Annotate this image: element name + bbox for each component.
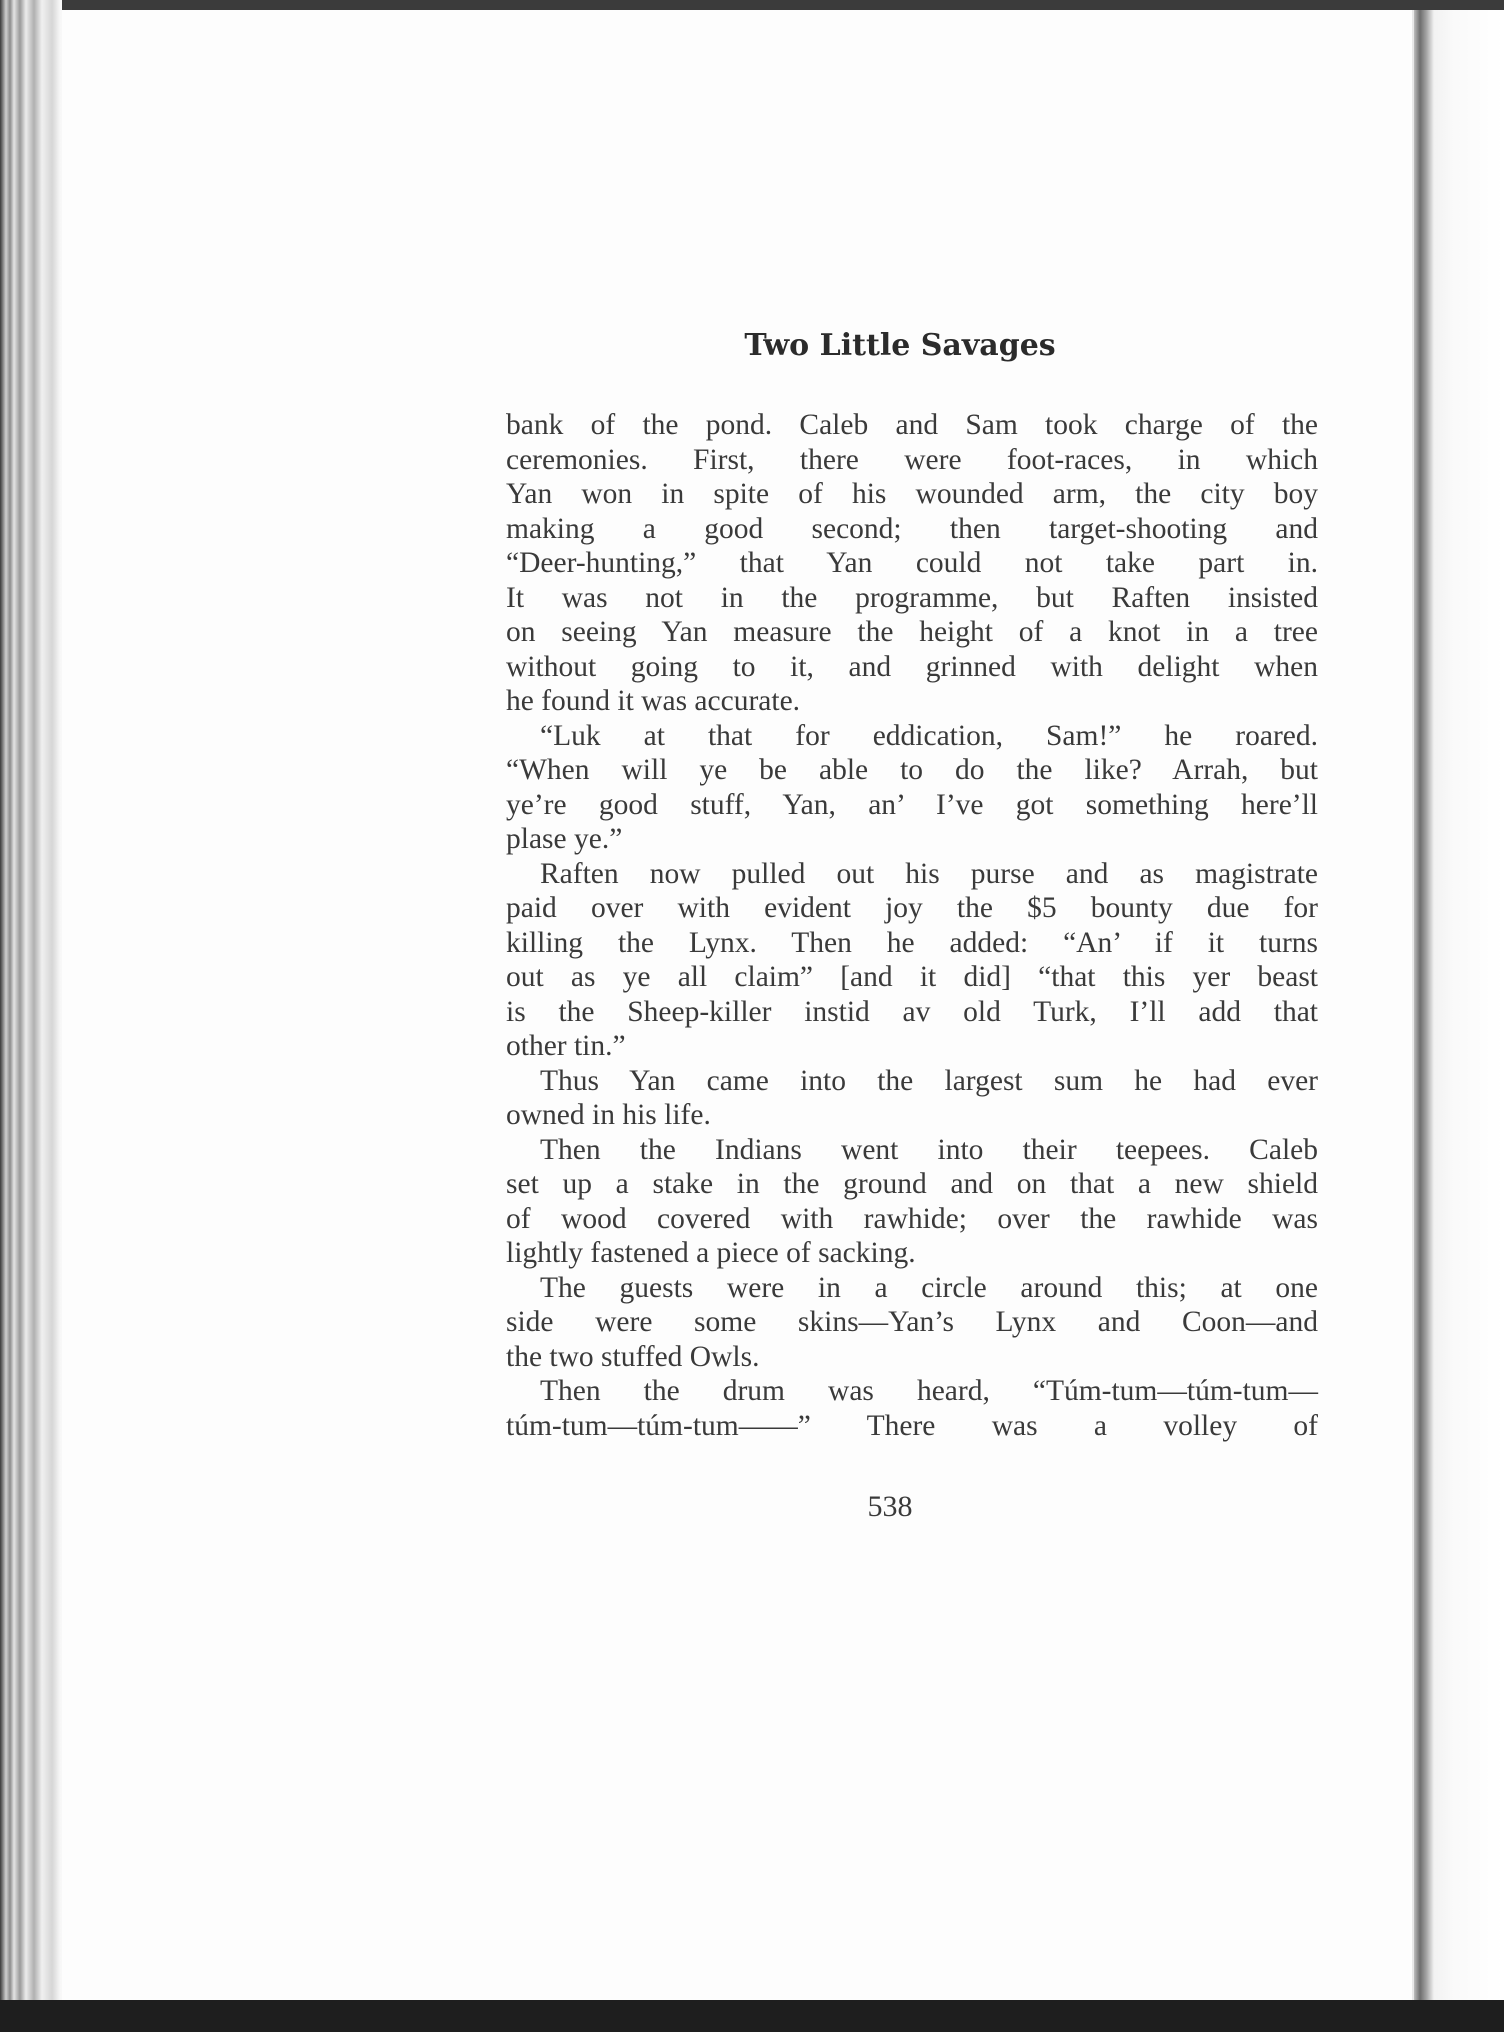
body-text bbox=[506, 408, 1318, 1443]
text-line: plase ye.” bbox=[506, 823, 623, 855]
text-line: owned in his life. bbox=[506, 1099, 711, 1131]
text-line: side were some skins—Yan’s Lynx and Coon—and bbox=[506, 1306, 1318, 1338]
top-border bbox=[62, 0, 1504, 10]
text-line: the two stuffed Owls. bbox=[506, 1340, 760, 1373]
text-line: Thus Yan came into the largest sum he had ever bbox=[540, 1064, 1318, 1097]
text-line: Raften now pulled out his purse and as magistrate bbox=[540, 857, 1318, 890]
right-page-edge bbox=[1414, 10, 1504, 2000]
text-line: killing the Lynx. Then he added: “An’ if it turns bbox=[506, 926, 1318, 959]
text-line: ceremonies. First, there were foot-races, in which bbox=[506, 443, 1318, 476]
text-line: he found it was accurate. bbox=[506, 685, 801, 717]
page-number: 538 bbox=[867, 1490, 913, 1523]
bottom-border bbox=[0, 2000, 1504, 2032]
text-line: Then the drum was heard, “Túm-tum—túm-tum— bbox=[540, 1375, 1318, 1407]
left-page-edges bbox=[0, 0, 70, 2000]
text-line: out as ye all claim” [and it did] “that this yer beast bbox=[506, 961, 1318, 993]
text-line: making a good second; then target-shooting and bbox=[506, 512, 1318, 545]
text-line: paid over with evident joy the $5 bounty due for bbox=[506, 892, 1318, 924]
text-line: is the Sheep-killer instid av old Turk, I’ll add that bbox=[506, 995, 1318, 1028]
text-line: túm-tum—túm-tum——” There was a volley of bbox=[506, 1409, 1318, 1442]
text-line: set up a stake in the ground and on that a new shield bbox=[506, 1168, 1318, 1200]
text-line: Yan won in spite of his wounded arm, the city boy bbox=[506, 478, 1318, 510]
text-line: “Deer-hunting,” that Yan could not take part in. bbox=[506, 547, 1318, 579]
text-line: It was not in the programme, but Raften insisted bbox=[506, 581, 1318, 614]
text-line: bank of the pond. Caleb and Sam took charge of the bbox=[506, 409, 1318, 441]
text-line: ye’re good stuff, Yan, an’ I’ve got something here’ll bbox=[506, 788, 1318, 821]
text-line: lightly fastened a piece of sacking. bbox=[506, 1237, 916, 1269]
text-line: other tin.” bbox=[506, 1030, 626, 1062]
text-line: of wood covered with rawhide; over the rawhide was bbox=[506, 1202, 1318, 1235]
text-line: without going to it, and grinned with delight when bbox=[506, 650, 1318, 683]
text-line: “Luk at that for eddication, Sam!” he roared. bbox=[540, 719, 1318, 752]
running-head: Two Little Savages bbox=[744, 328, 1056, 363]
text-line: on seeing Yan measure the height of a knot in a tree bbox=[506, 616, 1318, 648]
text-line: “When will ye be able to do the like? Arrah, but bbox=[506, 754, 1318, 786]
text-line: The guests were in a circle around this; at one bbox=[540, 1271, 1318, 1304]
text-line: Then the Indians went into their teepees. Caleb bbox=[540, 1133, 1318, 1166]
